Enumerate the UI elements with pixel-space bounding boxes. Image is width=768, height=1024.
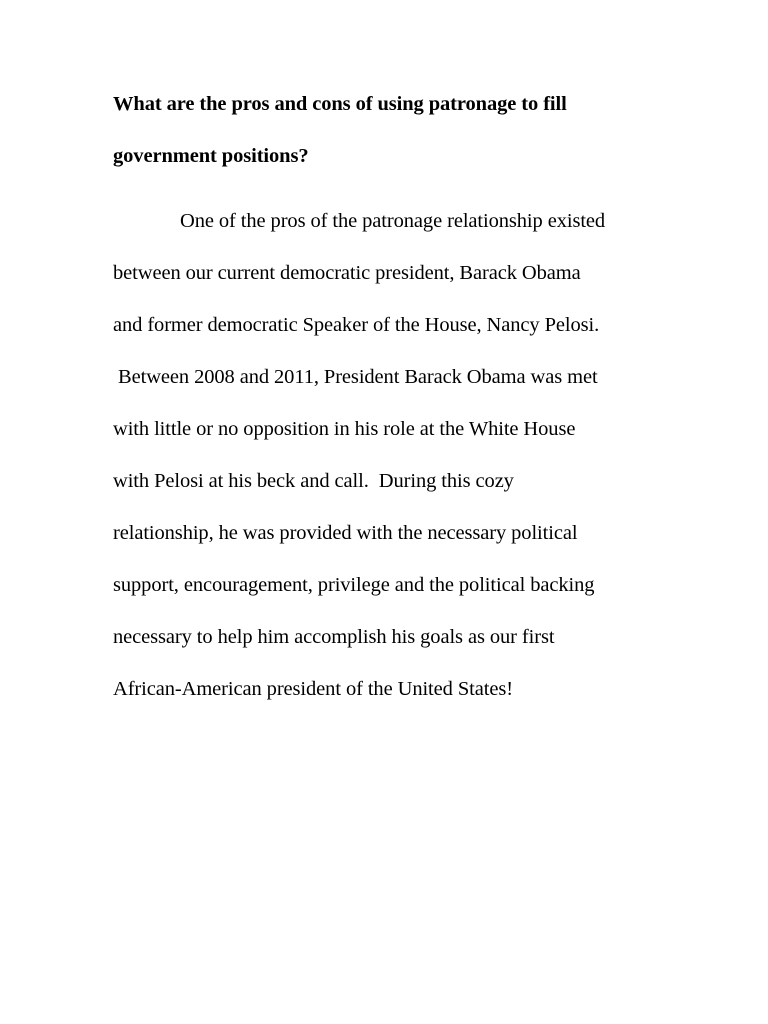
paragraph-line-4: Between 2008 and 2011, President Barack Obama was met	[113, 366, 598, 388]
heading-line-1: What are the pros and cons of using patronage to fill	[113, 93, 567, 115]
paragraph-line-7: relationship, he was provided with the necessary political	[113, 522, 578, 544]
paragraph-line-1: One of the pros of the patronage relationship existed	[180, 210, 606, 232]
paragraph-line-2: between our current democratic president, Barack Obama	[113, 262, 581, 284]
paragraph-line-3: and former democratic Speaker of the House, Nancy Pelosi.	[113, 314, 600, 336]
paragraph-line-6: with Pelosi at his beck and call. During this cozy	[113, 470, 514, 492]
paragraph-line-5: with little or no opposition in his role at the White House	[113, 418, 576, 440]
heading-line-2: government positions?	[113, 145, 309, 167]
paragraph-line-10: African-American president of the United States!	[113, 678, 513, 700]
paragraph-line-9: necessary to help him accomplish his goals as our first	[113, 626, 555, 648]
paragraph-line-8: support, encouragement, privilege and the political backing	[113, 574, 595, 596]
